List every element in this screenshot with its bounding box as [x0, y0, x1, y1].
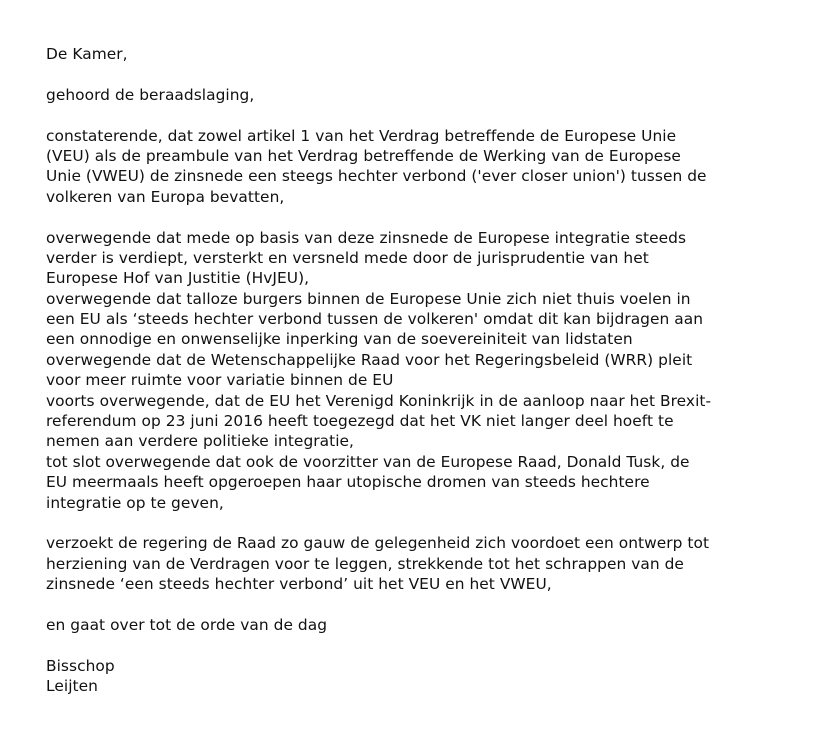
- whereas-paragraph: [46, 228, 806, 513]
- paragraph-gap: [46, 513, 806, 533]
- text-line: verzoekt de regering de Raad zo gauw de gelegenheid zich voordoet een ontwerp tot: [46, 534, 710, 553]
- text-line: overwegende dat mede op basis van deze zinsnede de Europese integratie steeds: [46, 228, 687, 247]
- text-line: volkeren van Europa bevatten,: [46, 187, 285, 206]
- considering-paragraph: [46, 126, 806, 208]
- salutation: De Kamer,: [46, 45, 128, 63]
- signatories: [46, 656, 806, 697]
- text-line: (VEU) als de preambule van het Verdrag betreffende de Werking van de Europese: [46, 146, 681, 165]
- text-line: zinsnede ‘een steeds hechter verbond’ uit het VEU en het VWEU,: [46, 575, 552, 594]
- closing-clause: en gaat over tot de orde van de dag: [46, 615, 328, 634]
- motion-document: [46, 44, 806, 697]
- signatory-name: Bisschop: [46, 656, 115, 675]
- text-line: Europese Hof van Justitie (HvJEU),: [46, 269, 310, 288]
- request-paragraph: [46, 533, 806, 594]
- paragraph-gap: [46, 595, 806, 615]
- text-line: constaterende, dat zowel artikel 1 van het Verdrag betreffende de Europese Unie: [46, 126, 677, 145]
- text-line: herziening van de Verdragen voor te leggen, strekkende tot het schrappen van de: [46, 554, 684, 573]
- text-line: Unie (VWEU) de zinsnede een steegs hechter verbond ('ever closer union') tussen de: [46, 167, 707, 186]
- paragraph-gap: [46, 635, 806, 655]
- text-line: EU meermaals heeft opgeroepen haar utopische dromen van steeds hechtere: [46, 473, 650, 492]
- text-line: tot slot overwegende dat ook de voorzitter van de Europese Raad, Donald Tusk, de: [46, 452, 690, 471]
- text-line: verder is verdiept, versterkt en versneld mede door de jurisprudentie van het: [46, 248, 649, 267]
- text-line: een EU als ‘steeds hechter verbond tussen de volkeren' omdat dit kan bijdragen aan: [46, 310, 704, 329]
- text-line: integratie op te geven,: [46, 493, 224, 512]
- paragraph-gap: [46, 207, 806, 227]
- text-line: voor meer ruimte voor variatie binnen de EU: [46, 371, 394, 390]
- text-line: overwegende dat talloze burgers binnen de Europese Unie zich niet thuis voelen in: [46, 289, 691, 308]
- heard-clause: gehoord de beraadslaging,: [46, 85, 255, 104]
- text-line: voorts overwegende, dat de EU het Verenigd Koninkrijk in de aanloop naar het Brexit-: [46, 391, 712, 410]
- paragraph-gap: [46, 105, 806, 125]
- text-line: overwegende dat de Wetenschappelijke Raad voor het Regeringsbeleid (WRR) pleit: [46, 350, 693, 369]
- paragraph-gap: [46, 64, 806, 84]
- text-line: nemen aan verdere politieke integratie,: [46, 432, 354, 451]
- signatory-name: Leijten: [46, 677, 98, 696]
- text-line: referendum op 23 juni 2016 heeft toegezegd dat het VK niet langer deel hoeft te: [46, 412, 674, 431]
- text-line: een onnodige en onwenselijke inperking van de soevereiniteit van lidstaten: [46, 330, 633, 349]
